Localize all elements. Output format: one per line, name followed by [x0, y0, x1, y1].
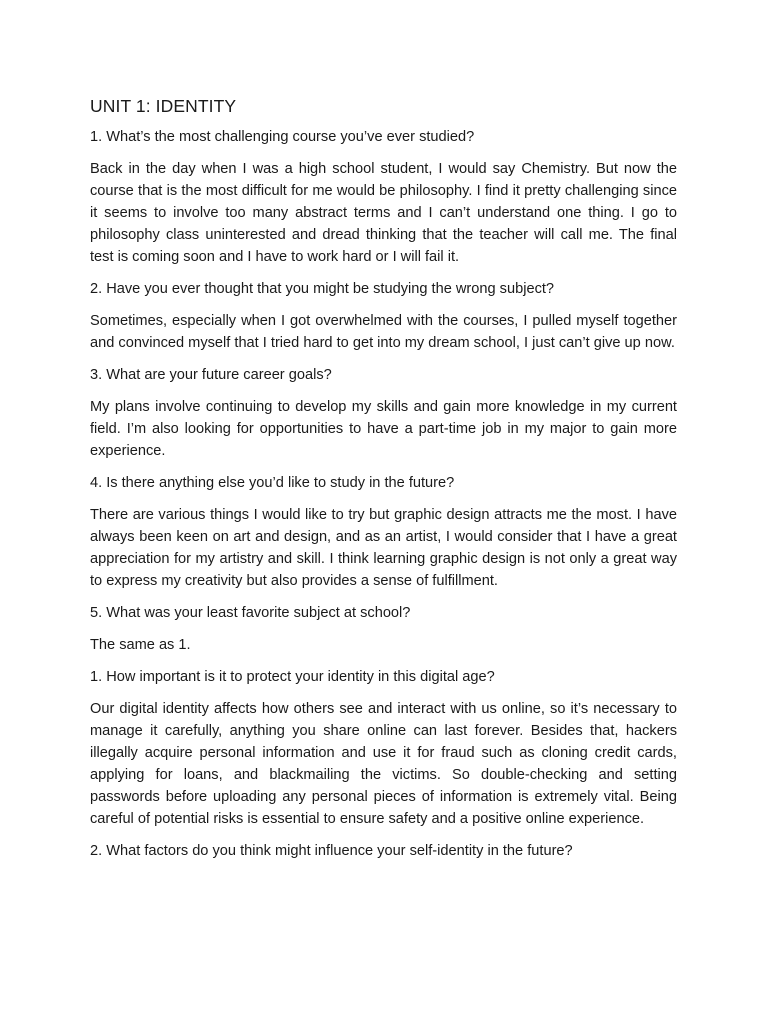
question-7: 2. What factors do you think might influence your self-identity in the future? [90, 843, 573, 859]
question-4: 4. Is there anything else you’d like to study in the future? [90, 475, 455, 491]
answer-2: Sometimes, especially when I got overwhelmed with the courses, I pulled myself together and convinced myself that I tried hard to get into my dream school, I just can’t give up now. [90, 313, 677, 351]
answer-5: The same as 1. [90, 637, 191, 653]
document-title: UNIT 1: IDENTITY [90, 96, 237, 116]
answer-1: Back in the day when I was a high school student, I would say Chemistry. But now the course that is the most difficult for me would be philosophy. I find it pretty challenging since it seems to involve too many abstract terms and I can’t understand one thing. I go to philosophy class uninterested and dread thinking that the teacher will call me. The final test is coming soon and I have to work hard or I will fail it. [90, 161, 677, 265]
answer-3: My plans involve continuing to develop my skills and gain more knowledge in my current field. I’m also looking for opportunities to have a part-time job in my major to gain more experience. [90, 399, 677, 459]
question-5: 5. What was your least favorite subject at school? [90, 605, 411, 621]
answer-4: There are various things I would like to try but graphic design attracts me the most. I have always been keen on art and design, and as an artist, I would consider that I have a great appreciation for my artistry and skill. I think learning graphic design is not only a great way to express my creativity but also provides a sense of fulfillment. [90, 507, 677, 589]
answer-6: Our digital identity affects how others see and interact with us online, so it’s necessary to manage it carefully, anything you share online can last forever. Besides that, hackers illegally acquire personal information and use it for fraud such as cloning credit cards, applying for loans, and blackmailing the victims. So double-checking and setting passwords before uploading any personal pieces of information is extremely vital. Being careful of potential risks is essential to ensure safety and a positive online experience. [90, 701, 677, 827]
question-1: 1. What’s the most challenging course you’ve ever studied? [90, 129, 475, 145]
question-6: 1. How important is it to protect your identity in this digital age? [90, 669, 495, 685]
question-3: 3. What are your future career goals? [90, 367, 332, 383]
document-page [90, 93, 677, 872]
question-2: 2. Have you ever thought that you might be studying the wrong subject? [90, 281, 555, 297]
